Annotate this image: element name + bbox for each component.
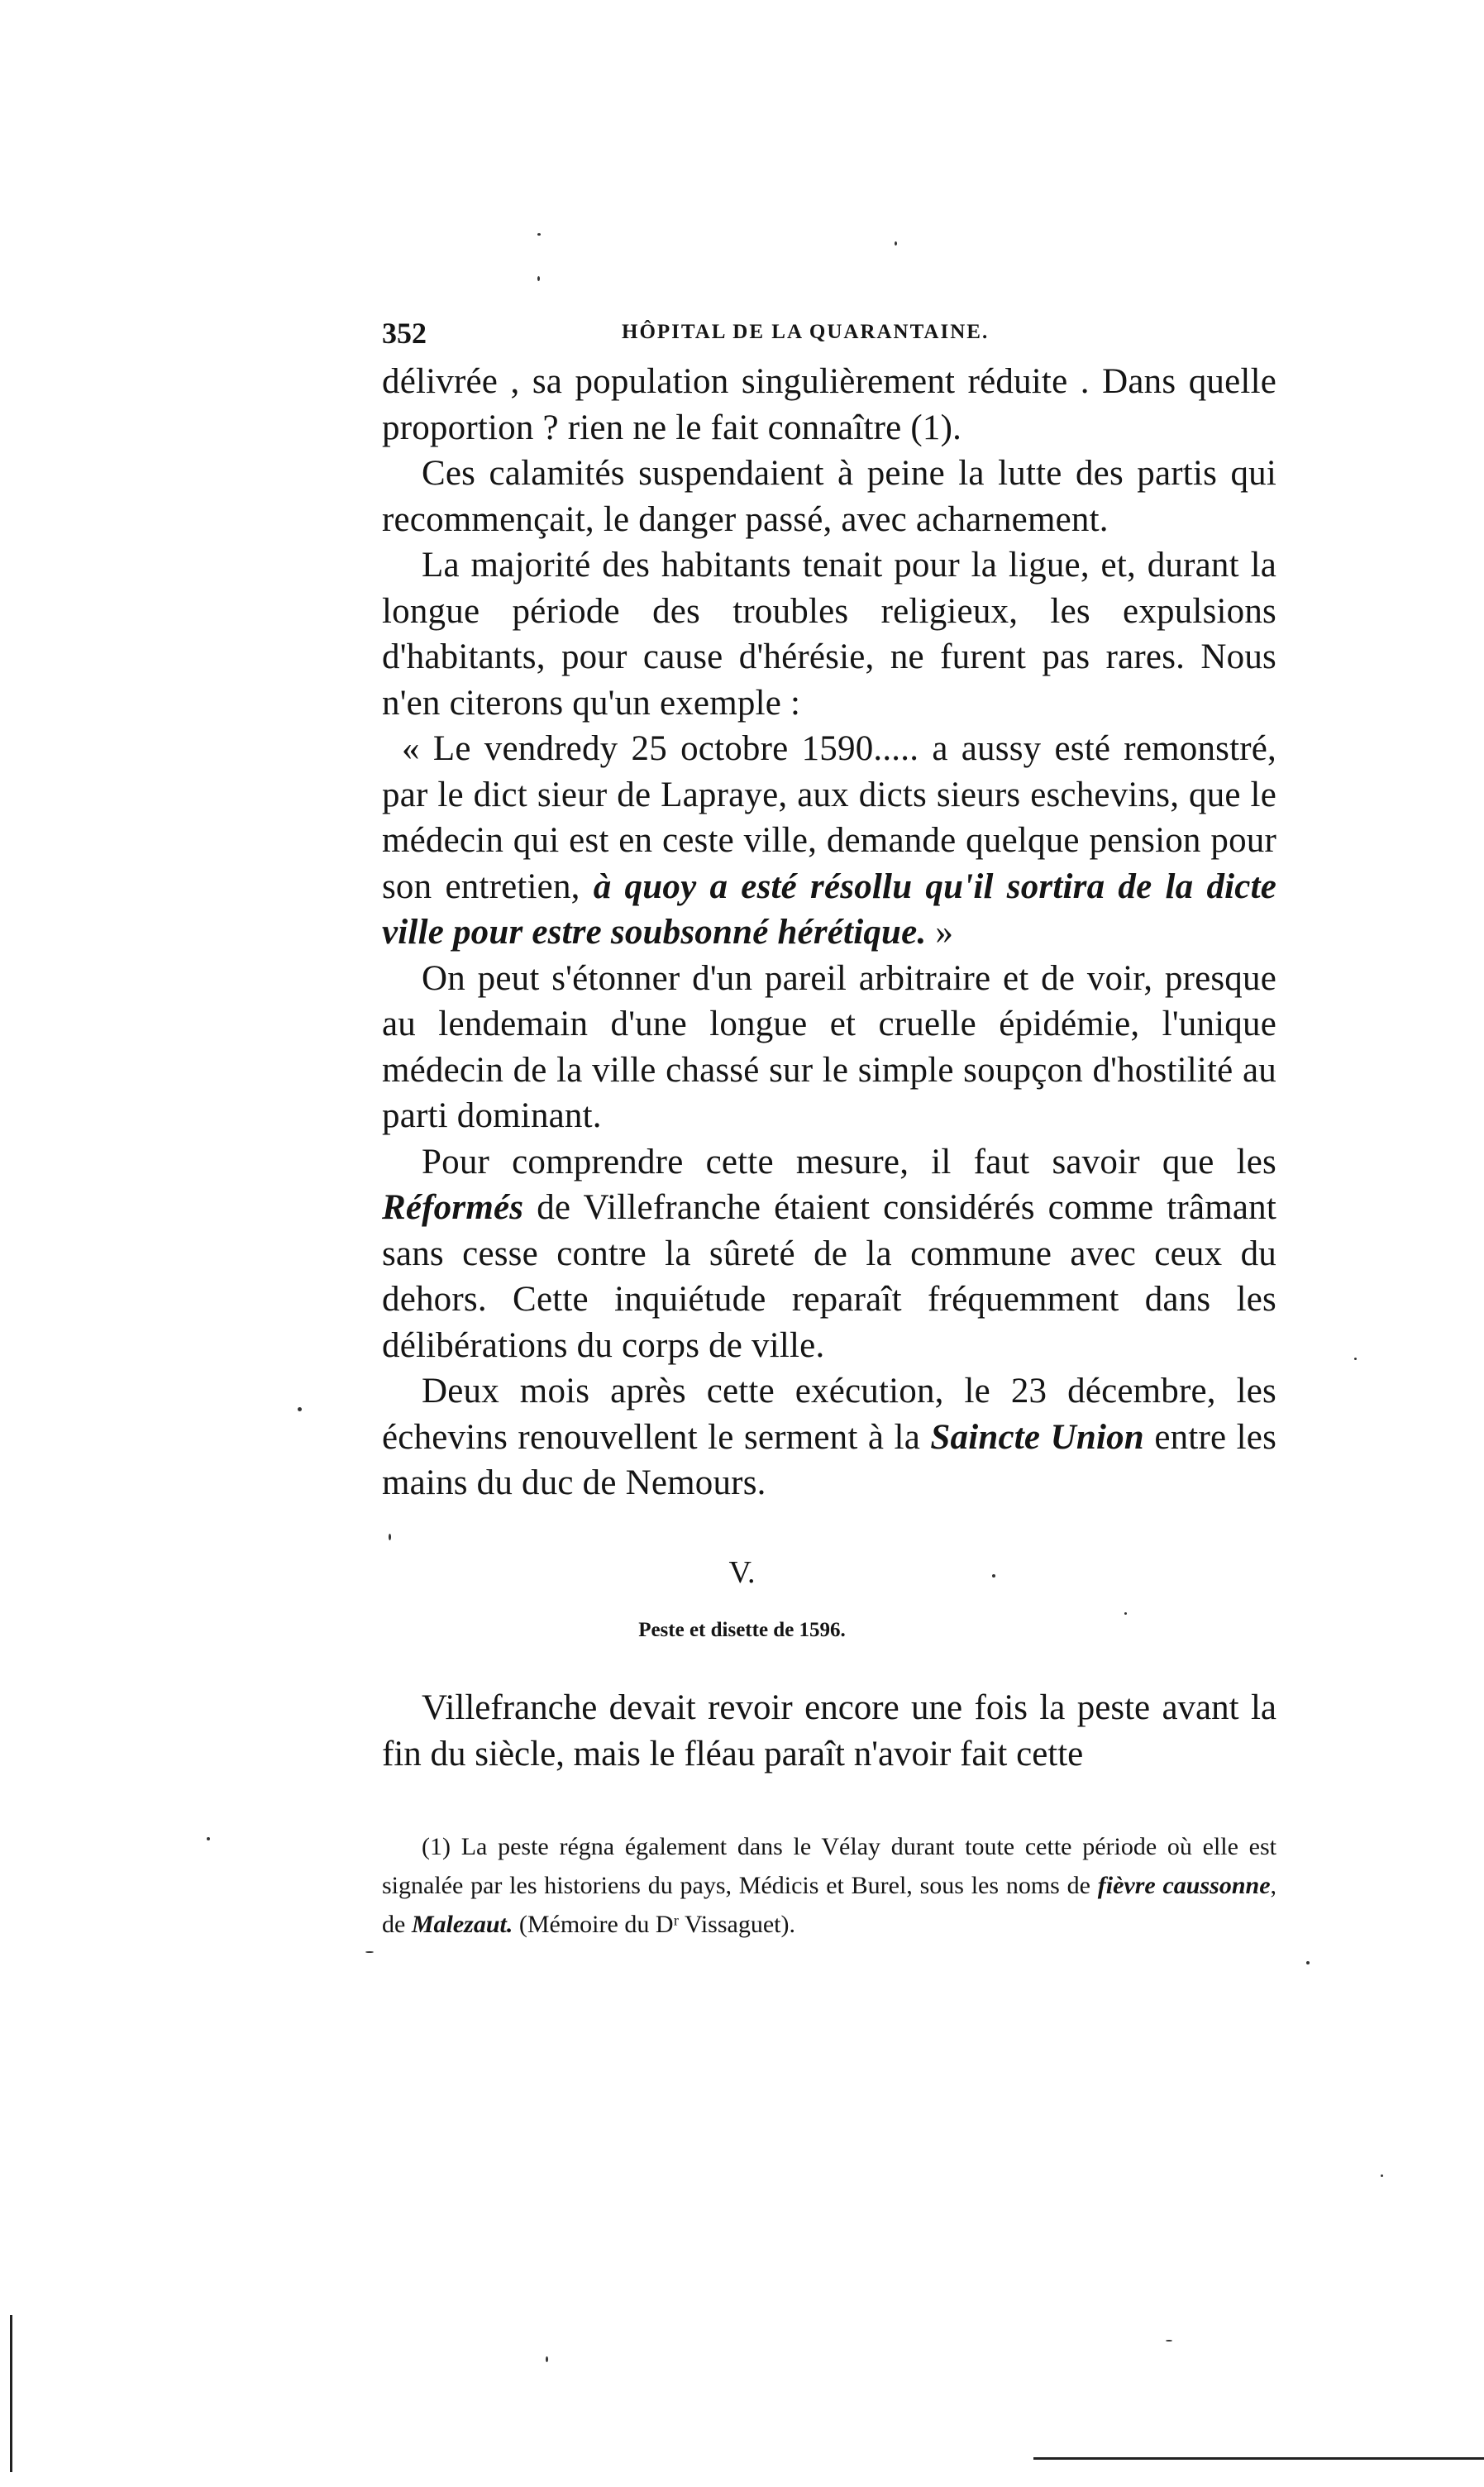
scan-speck: [1166, 2340, 1172, 2341]
scan-speck: [537, 276, 540, 281]
quote-roman-text: « Le vendredy 25 octobre 1590..... a aussy esté remonstré, par le dict sieur de Lapraye, aux dicts sieurs eschevins, que le médecin qui est en ceste ville, demande quelque pension pour son entretien,: [382, 729, 1276, 906]
footnote-italic-1: fièvre caussonne: [1097, 1872, 1271, 1899]
paragraph-2: Ces calamités suspendaient à peine la lutte des partis qui recommençait, le danger passé, avec acharnement.: [382, 454, 1276, 539]
footnote-part-a: (1) La peste régna également dans le Vélay durant toute cette période où elle est signalée par les historiens du pays, Médicis et Burel, sous les noms de: [382, 1833, 1276, 1899]
paragraph-quote: [382, 726, 1276, 956]
scan-speck: [365, 1951, 374, 1953]
paragraph-6-italic: Réformés: [382, 1188, 524, 1227]
footnote-italic-2: Malezaut.: [411, 1911, 513, 1938]
page-header: [382, 316, 1276, 352]
paragraph-8: Villefranche devait revoir encore une fois la peste avant la fin du siècle, mais le fléau paraît n'avoir fait cette: [382, 1688, 1276, 1773]
page-number: 352: [382, 317, 427, 350]
footnote-text: [382, 1827, 1276, 1944]
scan-speck: [207, 1837, 210, 1840]
paragraph-6: [382, 1139, 1276, 1369]
scan-speck: [1124, 1612, 1127, 1615]
paragraph-7: [382, 1368, 1276, 1506]
footnote-part-b: , de: [382, 1872, 1277, 1938]
footnote: [382, 1827, 1276, 1944]
section-title: Peste et disette de 1596.: [638, 1619, 846, 1641]
main-text-continued: [382, 1685, 1276, 1778]
quote-italic-text: à quoy a esté résollu qu'il sortira de la dicte ville pour estre soubsonné hérétique.: [382, 866, 1277, 952]
scan-speck: [992, 1574, 995, 1578]
quote-close: »: [935, 913, 954, 952]
paragraph-5: On peut s'étonner d'un pareil arbitraire et de voir, presque au lendemain d'une longue et cruelle épidémie, l'unique médecin de la ville chassé sur le simple soupçon d'hostilité au parti dominant.: [382, 958, 1276, 1135]
footnote-part-c: (Mémoire du Dʳ Vissaguet).: [518, 1911, 795, 1938]
scan-speck: [298, 1407, 302, 1411]
scan-speck: [1354, 1358, 1357, 1360]
scan-speck: [546, 2356, 548, 2362]
running-head: HÔPITAL DE LA QUARANTAINE.: [622, 321, 990, 343]
paragraph-6-part-b: de Villefranche étaient considérés comme trâmant sans cesse contre la sûreté de la commune avec ceux du dehors. Cette inquiétude reparaît fréquemment dans les délibérations du corps de ville.: [382, 1188, 1277, 1365]
scan-speck: [389, 1534, 391, 1540]
scan-edge-rule: [10, 2315, 12, 2472]
paragraph-7-part-b: entre les mains du duc de Nemours.: [382, 1417, 1277, 1502]
paragraph-6-part-a: Pour comprendre cette mesure, il faut savoir que les: [422, 1142, 1276, 1181]
paragraph-3: La majorité des habitants tenait pour la ligue, et, durant la longue période des troubles religieux, les expulsions d'habitants, pour cause d'hérésie, ne furent pas rares. Nous n'en citerons qu'un exemple :: [382, 546, 1276, 723]
scan-speck: [537, 233, 541, 236]
scan-speck: [895, 241, 897, 246]
scan-speck: [1381, 2174, 1383, 2177]
section-number: V.: [728, 1555, 756, 1590]
paragraph-1: délivrée , sa population singulièrement réduite . Dans quelle proportion ? rien ne le fait connaître (1).: [382, 362, 1276, 447]
paragraph-7-italic: Saincte Union: [930, 1417, 1144, 1457]
scan-speck: [1306, 1961, 1310, 1964]
main-text: [382, 359, 1276, 1506]
paragraph-7-part-a: Deux mois après cette exécution, le 23 décembre, les échevins renouvellent le serment à la: [382, 1372, 1276, 1457]
scan-bottom-rule: [1033, 2457, 1484, 2460]
